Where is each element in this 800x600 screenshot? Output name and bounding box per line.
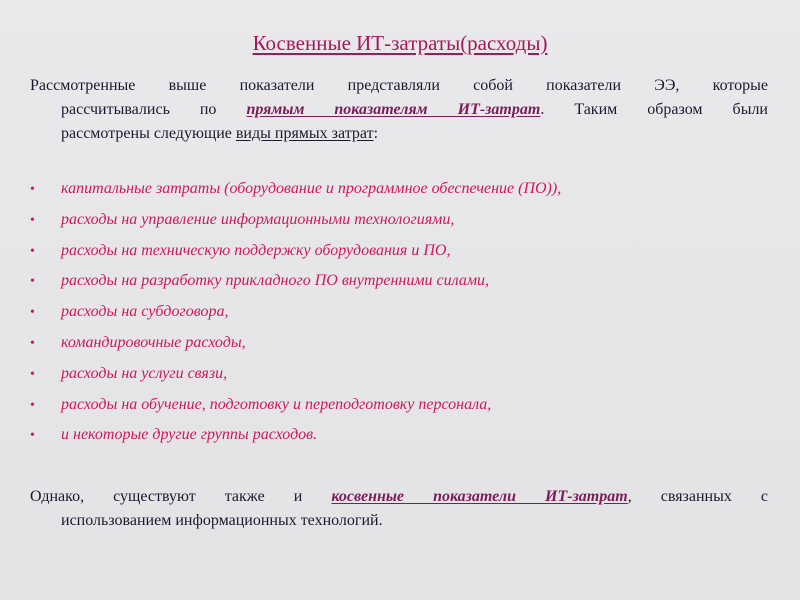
intro-line-1	[30, 74, 768, 98]
intro-text-3a: рассмотрены следующие	[61, 125, 236, 142]
list-item	[30, 300, 770, 331]
list-item	[30, 393, 770, 424]
outro-line-2	[30, 509, 768, 533]
list-item	[30, 208, 770, 239]
outro-paragraph	[30, 485, 768, 533]
intro-text-2b: . Таким образом были	[540, 101, 768, 118]
direct-cost-types: виды прямых затрат	[235, 125, 374, 142]
indirect-it-cost-indicators: косвенные показатели ИТ-затрат	[331, 488, 628, 505]
slide-title: Косвенные ИТ-затраты(расходы)	[252, 31, 548, 55]
intro-line-3	[30, 122, 768, 146]
list-item-text: расходы на управление информационными технологиями,	[61, 210, 455, 228]
list-item-text: расходы на услуги связи,	[61, 364, 228, 382]
list-item-text: расходы на техническую поддержку оборудования и ПО,	[61, 241, 451, 259]
outro-text-1a: Однако, существуют также и	[30, 488, 332, 505]
list-item	[30, 269, 770, 300]
list-item-text: расходы на обучение, подготовку и переподготовку персонала,	[61, 395, 492, 413]
list-item-text: и некоторые другие группы расходов.	[61, 426, 318, 444]
intro-line-2	[30, 98, 768, 122]
outro-line-1	[30, 485, 768, 509]
list-item-text: расходы на субдоговора,	[61, 303, 229, 321]
bullet-icon: •	[30, 212, 35, 228]
outro-text-2: использованием информационных технологий.	[61, 512, 383, 529]
bullet-icon: •	[30, 182, 35, 197]
intro-text-2a: рассчитывались по	[61, 101, 247, 118]
list-item	[30, 362, 770, 393]
direct-cost-list	[30, 177, 770, 454]
list-item	[30, 331, 770, 362]
list-item-text: расходы на разработку прикладного ПО внутренними силами,	[61, 272, 490, 290]
bullet-icon: •	[30, 274, 35, 290]
direct-it-cost-indicators: прямым показателям ИТ-затрат	[246, 101, 541, 118]
bullet-icon: •	[30, 366, 35, 382]
bullet-icon: •	[30, 305, 35, 321]
outro-text-1b: , связанных с	[627, 488, 768, 505]
list-item-text: командировочные расходы,	[61, 333, 246, 351]
intro-text-1: Рассмотренные выше показатели представляли собой показатели ЭЭ, которые	[30, 77, 768, 94]
intro-text-3b: :	[373, 125, 379, 142]
list-item	[30, 239, 770, 270]
bullet-icon: •	[30, 243, 35, 259]
list-item	[30, 177, 770, 208]
bullet-icon: •	[30, 428, 35, 444]
list-item-text: капитальные затраты (оборудование и программное обеспечение (ПО)),	[61, 180, 562, 197]
bullet-icon: •	[30, 397, 35, 413]
list-item	[30, 423, 770, 454]
bullet-icon: •	[30, 335, 35, 351]
intro-paragraph	[30, 74, 768, 146]
